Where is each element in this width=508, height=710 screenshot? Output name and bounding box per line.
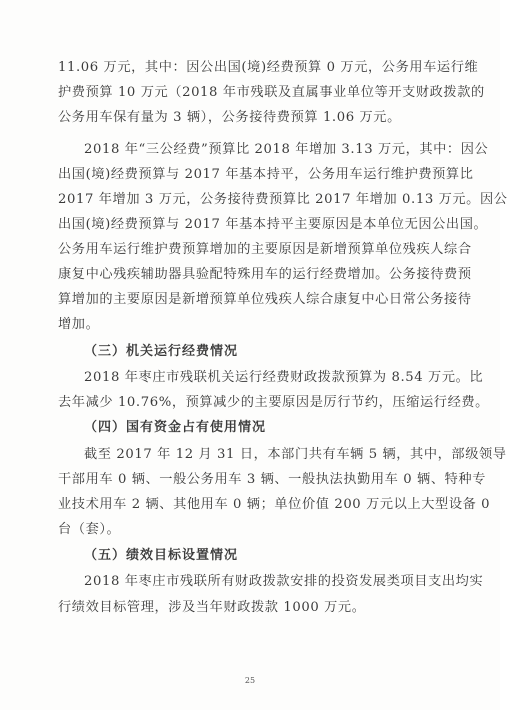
paragraph-line: 出国(境)经费预算与 2017 年基本持平，公务用车运行维护费预算比 <box>58 167 474 182</box>
paragraph-line: 2018 年枣庄市残联机关运行经费财政拨款预算为 8.54 万元。比 <box>84 370 484 385</box>
paragraph-line: 公务用车保有量为 3 辆），公务接待费预算 1.06 万元。 <box>58 110 401 125</box>
paragraph-line: 干部用车 0 辆、一般公务用车 3 辆、一般执法执勤用车 0 辆、特种专 <box>58 472 486 487</box>
paragraph-line: 公务用车运行维护费预算增加的主要原因是新增预算单位残疾人综合 <box>58 242 472 257</box>
section-heading-3: （三）机关运行经费情况 <box>84 344 239 359</box>
paragraph-line: 增加。 <box>58 317 100 332</box>
paragraph-line: 2018 年枣庄市残联所有财政拨款安排的投资发展类项目支出均实 <box>84 574 484 589</box>
paragraph-line: 业技术用车 2 辆、其他用车 0 辆；单位价值 200 万元以上大型设备 0 <box>58 497 491 512</box>
paragraph-line: 算增加的主要原因是新增预算单位残疾人综合康复中心日常公务接待 <box>58 292 472 307</box>
paragraph-line: 2018 年“三公经费”预算比 2018 年增加 3.13 万元，其中：因公 <box>84 142 489 157</box>
paragraph-line: 行绩效目标管理，涉及当年财政拨款 1000 万元。 <box>58 600 366 615</box>
section-heading-4: （四）国有资金占有使用情况 <box>84 420 267 435</box>
paragraph-line: 2017 年增加 3 万元，公务接待费预算比 2017 年增加 0.13 万元。因公 <box>58 192 508 207</box>
paragraph-line: 台（套）。 <box>58 522 121 537</box>
paragraph-line: 11.06 万元，其中：因公出国(境)经费预算 0 万元，公务用车运行维 <box>58 60 479 75</box>
paragraph-line: 去年减少 10.76%，预算减少的主要原因是厉行节约，压缩运行经费。 <box>58 395 489 410</box>
paragraph-line: 截至 2017 年 12 月 31 日，本部门共有车辆 5 辆，其中，部级领导 <box>84 447 507 462</box>
page-number: 25 <box>244 676 256 685</box>
paragraph-line: 护费预算 10 万元（2018 年市残联及直属事业单位等开支财政拨款的 <box>58 85 485 100</box>
paragraph-line: 出国(境)经费预算与 2017 年基本持平主要原因是本单位无因公出国。 <box>58 217 488 232</box>
section-heading-5: （五）绩效目标设置情况 <box>84 548 239 563</box>
paragraph-line: 康复中心残疾辅助器具验配特殊用车的运行经费增加。公务接待费预 <box>58 267 472 282</box>
